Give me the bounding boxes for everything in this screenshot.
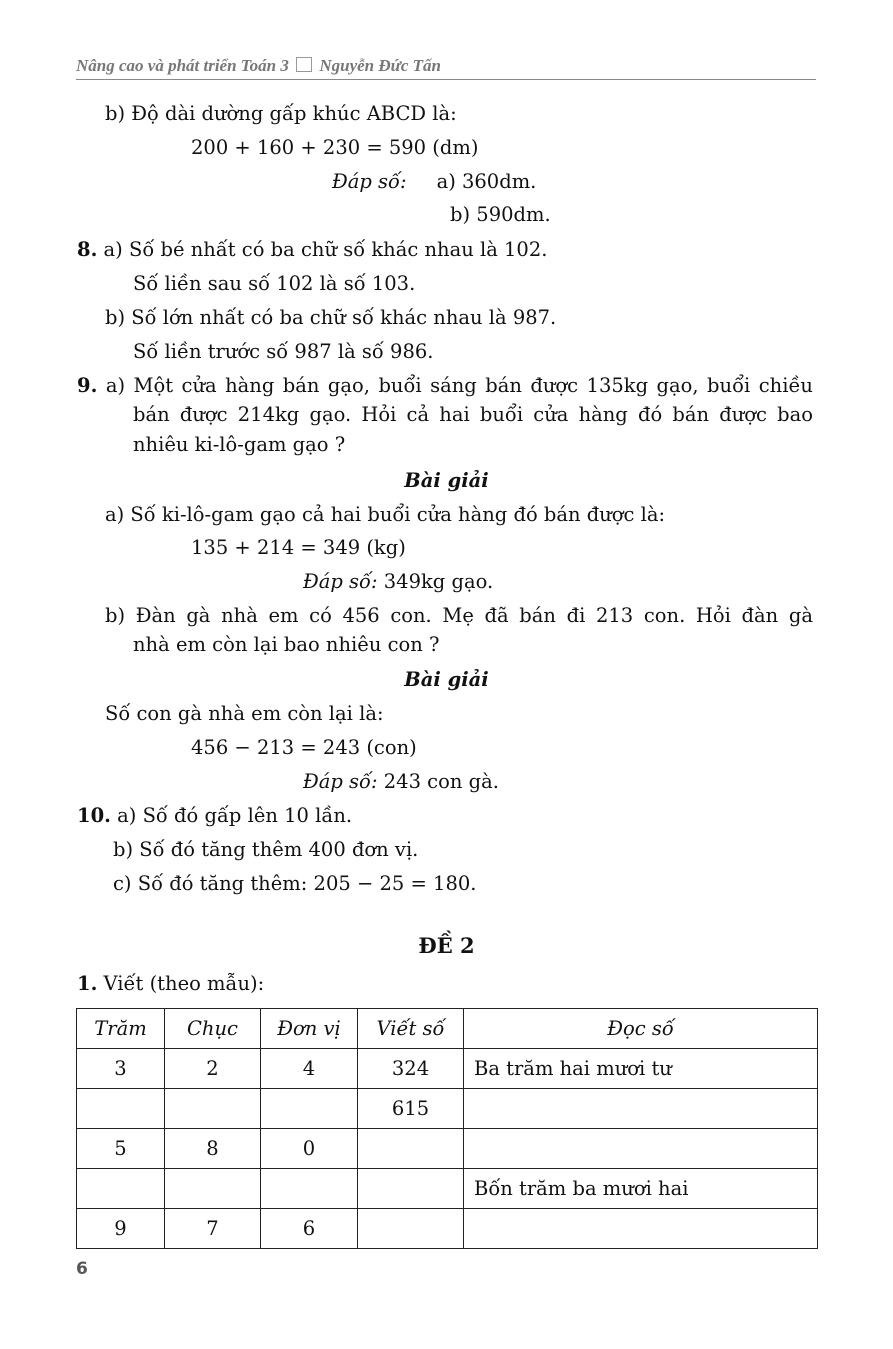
header-divider [76,79,816,80]
table-cell: Ba trăm hai mươi tư [464,1049,818,1089]
text-line [113,837,418,863]
line-text: nhà em còn lại bao nhiêu con ? [133,633,440,656]
text-line [191,535,406,561]
heading-text: Bài giải [404,668,489,691]
book-title: Nâng cao và phát triển Toán 3 [76,56,289,75]
text-line [77,237,547,263]
line-text: a) Số đó gấp lên 10 lần. [110,804,353,827]
line-text: c) Số đó tăng thêm: 205 − 25 = 180. [113,872,477,895]
table-cell: 3 [77,1049,165,1089]
table-cell [358,1169,464,1209]
text-line [133,402,813,428]
line-text: 456 − 213 = 243 (con) [191,736,417,759]
line-text: 200 + 160 + 230 = 590 (dm) [191,136,479,159]
table-cell [165,1089,261,1129]
column-header: Viết số [358,1009,464,1049]
table-cell: 7 [165,1209,261,1249]
table-cell [261,1089,358,1129]
line-text: 243 con gà. [377,770,499,793]
number-table [76,1008,818,1249]
table-cell: 6 [261,1209,358,1249]
table-row [77,1129,818,1169]
line-text: b) Số đó tăng thêm 400 đơn vị. [113,838,419,861]
page-number: 6 [76,1259,88,1279]
text-line [133,432,345,458]
text-line [77,373,813,399]
exercise-text: Viết (theo mẫu): [97,972,265,995]
table-cell: 9 [77,1209,165,1249]
table-cell: 2 [165,1049,261,1089]
table-cell [464,1089,818,1129]
table-cell: 615 [358,1089,464,1129]
answer-label: Đáp số: [332,170,407,193]
text-line [133,632,439,658]
column-header: Chục [165,1009,261,1049]
section-title: ĐỀ 2 [418,933,475,958]
table-cell [358,1209,464,1249]
line-text: a) Một cửa hàng bán gạo, buổi sáng bán được 135kg gạo, buổi chiều [97,374,813,397]
text-line [332,169,536,195]
table-cell: 324 [358,1049,464,1089]
text-line [105,701,384,727]
answer-label: Đáp số: [303,570,378,593]
line-text: nhiêu ki-lô-gam gạo ? [133,433,346,456]
text-line [105,603,813,629]
table-row [77,1049,818,1089]
line-text: Số liền sau số 102 là số 103. [133,272,416,295]
column-header: Đơn vị [261,1009,358,1049]
column-header: Đọc số [464,1009,818,1049]
table-cell [77,1089,165,1129]
text-line [191,735,417,761]
answer-label: Đáp số: [303,770,378,793]
exercise-prompt [77,971,264,997]
text-line [303,569,493,595]
solution-heading [0,667,893,693]
line-text: b) Độ dài dường gấp khúc ABCD là: [105,102,457,125]
text-line [133,271,415,297]
text-line [77,803,352,829]
table-cell [77,1169,165,1209]
table-cell: 4 [261,1049,358,1089]
table-cell [165,1169,261,1209]
table-row [77,1169,818,1209]
line-text: 135 + 214 = 349 (kg) [191,536,406,559]
line-text: Số liền trước số 987 là số 986. [133,340,434,363]
solution-heading [0,468,893,494]
line-text: b) Đàn gà nhà em có 456 con. Mẹ đã bán đi 213 con. Hỏi đàn gà [105,604,813,627]
line-text: a) Số ki-lô-gam gạo cả hai buổi cửa hàng đó bán được là: [105,503,666,526]
text-line [105,502,665,528]
table-row [77,1089,818,1129]
table-cell [464,1129,818,1169]
heading-text: Bài giải [404,469,489,492]
table-row [77,1209,818,1249]
table-cell: Bốn trăm ba mươi hai [464,1169,818,1209]
line-text: a) 360dm. [436,170,537,193]
line-text: b) 590dm. [450,203,551,226]
problem-number: 9. [77,374,98,397]
exercise-number: 1. [77,972,98,995]
table-cell: 8 [165,1129,261,1169]
table-cell: 0 [261,1129,358,1169]
text-line [303,769,499,795]
problem-number: 8. [77,238,98,261]
book-icon [296,57,312,72]
line-text: b) Số lớn nhất có ba chữ số khác nhau là 987. [105,306,557,329]
text-line [450,202,551,228]
text-line [191,135,478,161]
table-cell [261,1169,358,1209]
text-line [113,871,476,897]
text-line [105,101,457,127]
line-text: bán được 214kg gạo. Hỏi cả hai buổi cửa hàng đó bán được bao [133,403,813,426]
text-line [133,339,433,365]
book-author: Nguyễn Đức Tấn [319,56,441,75]
running-header [76,56,441,76]
table-cell [358,1129,464,1169]
line-text: a) Số bé nhất có ba chữ số khác nhau là 102. [97,238,548,261]
line-text: 349kg gạo. [377,570,494,593]
table-cell [464,1209,818,1249]
text-line [105,305,556,331]
line-text: Số con gà nhà em còn lại là: [105,702,384,725]
column-header: Trăm [77,1009,165,1049]
problem-number: 10. [77,804,111,827]
table-cell: 5 [77,1129,165,1169]
